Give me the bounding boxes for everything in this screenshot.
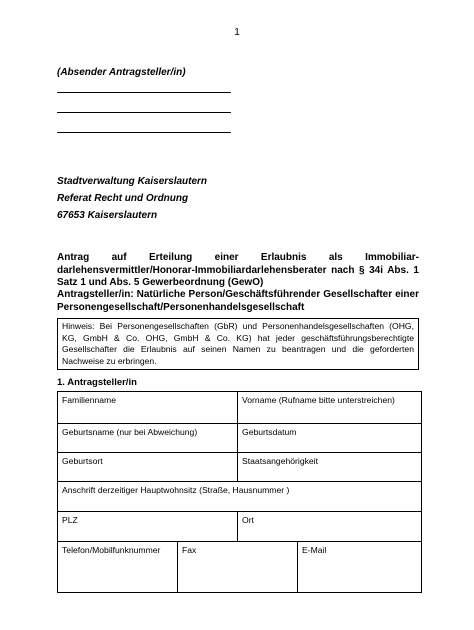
sender-line-1: [57, 92, 231, 93]
zip-field[interactable]: PLZ: [58, 512, 238, 542]
birth-place-field[interactable]: Geburtsort: [58, 453, 238, 482]
city-field[interactable]: Ort: [238, 512, 422, 542]
sender-line-2: [57, 112, 231, 113]
applicant-form-table: [57, 391, 422, 593]
recipient-line-2: Referat Recht und Ordnung: [57, 193, 189, 204]
recipient-line-3: 67653 Kaiserslautern: [57, 210, 158, 221]
birth-date-field[interactable]: Geburtsdatum: [238, 424, 422, 453]
recipient-line-1: Stadtverwaltung Kaiserslautern: [57, 176, 208, 187]
nationality-field[interactable]: Staatsangehörigkeit: [238, 453, 422, 482]
first-name-field[interactable]: Vorname (Rufname bitte unterstreichen): [238, 392, 422, 424]
email-field[interactable]: E-Mail: [298, 542, 422, 593]
sender-label: (Absender Antragsteller/in): [57, 67, 186, 78]
applicant-type: Antragsteller/in: Natürliche Person/Geschäftsführender Gesellschafter einer Personengesellschaft/Personenhandelsgesellschaft: [57, 289, 419, 313]
birth-name-field[interactable]: Geburtsname (nur bei Abweichung): [58, 424, 238, 453]
hint-box: Hinweis: Bei Personengesellschaften (GbR) und Personenhandelsgesellschaften (OHG, KG, GmbH & Co. OHG, GmbH & Co. KG) hat jeder geschäftsführungsberechtigte Gesellschafter die Erlaubnis auf seinen Namen zu beantragen und die geforderten Nachweise zu erbringen.: [57, 318, 419, 370]
fax-field[interactable]: Fax: [178, 542, 298, 593]
address-field[interactable]: Anschrift derzeitiger Hauptwohnsitz (Straße, Hausnummer ): [58, 482, 422, 512]
page-number: 1: [234, 27, 240, 38]
surname-field[interactable]: Familienname: [58, 392, 238, 424]
application-title: Antrag auf Erteilung einer Erlaubnis als Immobiliar-darlehensvermittler/Honorar-Immobiliardarlehensberater nach § 34i Abs. 1 Satz 1 und Abs. 5 Gewerbeordnung (GewO): [57, 252, 419, 288]
sender-line-3: [57, 132, 231, 133]
section-title: 1. Antragsteller/in: [57, 377, 137, 388]
phone-field[interactable]: Telefon/Mobilfunknummer: [58, 542, 178, 593]
